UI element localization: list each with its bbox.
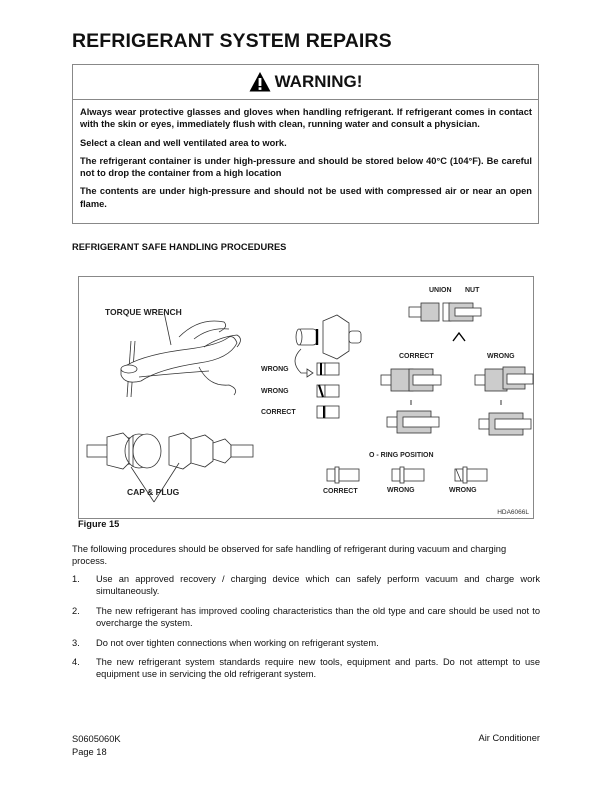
list-number: 2. [72,605,80,616]
position-wrong-label: WRONG [449,487,477,494]
footer-left [72,733,121,758]
oring-wrong-label: WRONG [261,388,289,395]
warning-paragraph: The refrigerant container is under high-pressure and should be stored below 40°C (104°F). Be careful not to drop the container from a high location [80,155,532,179]
footer-section: Air Conditioner [478,733,540,743]
fitting-comparison-illustration [381,367,533,435]
oring-correct-label: CORRECT [261,409,296,416]
fitting-wrong-label: WRONG [487,353,515,360]
oring-samples [317,363,339,418]
warning-body [73,100,538,210]
procedure-list [72,573,540,688]
list-number: 3. [72,637,80,648]
list-item [72,656,540,681]
warning-paragraph: The contents are under high-pressure and should not be used with compressed air or near an open flame. [80,186,532,209]
section-heading: REFRIGERANT SAFE HANDLING PROCEDURES [72,242,287,252]
warning-paragraph: Always wear protective glasses and gloves when handling refrigerant. If refrigerant comes in contact with the skin or eyes, immediately flush with clean, running water and consult a physician. [80,107,532,130]
fitting-correct-label: CORRECT [399,353,434,360]
list-text: Do not over tighten connections when working on refrigerant system. [96,637,379,648]
list-number: 1. [72,574,80,584]
warning-paragraph: Select a clean and well ventilated area to work. [80,137,287,148]
oring-wrong-label: WRONG [261,366,289,373]
figure-15 [78,276,534,519]
warning-triangle-icon [249,71,271,93]
position-correct-label: CORRECT [323,488,358,495]
intro-paragraph: The following procedures should be observed for safe handling of refrigerant during vacuum and charging process. [72,544,507,567]
oring-position-label: O - RING POSITION [369,452,434,459]
list-item [72,637,540,649]
union-nut-illustration [409,303,481,341]
list-number: 4. [72,657,80,668]
oring-position-illustration [327,467,487,483]
warning-title: WARNING! [274,72,363,91]
position-wrong-label: WRONG [387,487,415,494]
list-text: The new refrigerant system standards require new tools, equipment and parts. Do not attempt to use equipment use in servicing the old refrigerant system. [96,657,540,680]
doc-code: S0605060K [72,734,121,744]
page-number: Page 18 [72,746,107,757]
figure-caption: Figure 15 [78,519,120,529]
torque-wrench-label: TORQUE WRENCH [105,307,182,317]
warning-header [73,65,538,100]
warning-box [72,64,539,224]
list-item [72,573,540,598]
cap-plug-label: CAP & PLUG [127,487,180,497]
list-text: The new refrigerant has improved cooling characteristics than the old type and care should be used not to overcharge the system. [96,605,540,629]
torque-wrench-illustration [121,312,241,397]
union-label: UNION [429,287,452,294]
figure-code: HDA6066L [497,509,529,516]
list-item [72,605,540,630]
nut-label: NUT [465,287,480,294]
page-title: REFRIGERANT SYSTEM REPAIRS [72,30,392,52]
list-text: Use an approved recovery / charging device which can safely perform vacuum and charge work simultaneously. [96,574,540,597]
